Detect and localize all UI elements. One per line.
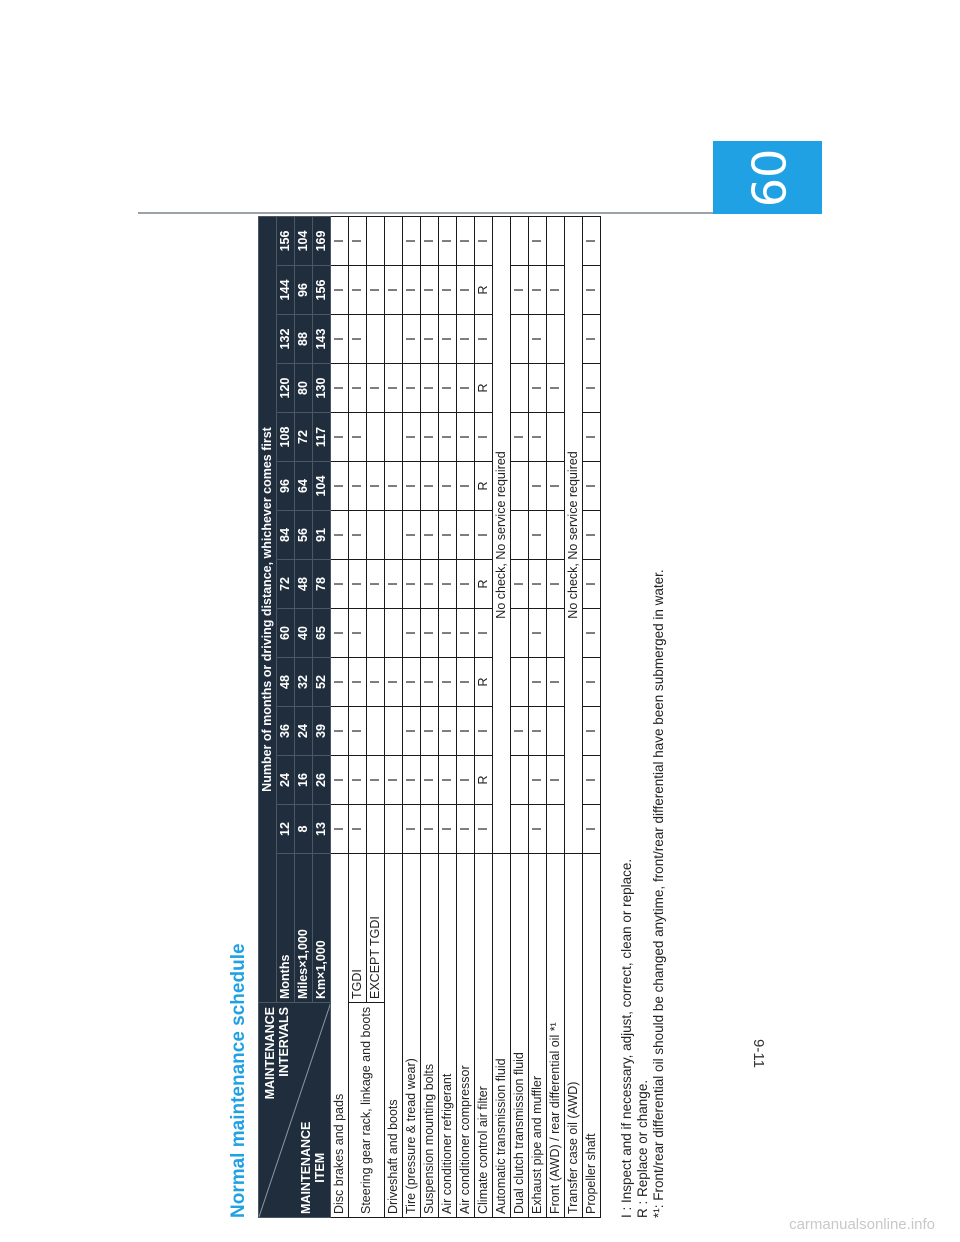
- service-cell: I: [331, 216, 349, 265]
- service-cell: I: [421, 266, 439, 315]
- months-value: 84: [277, 511, 295, 560]
- legend: [619, 218, 667, 1218]
- service-cell: I: [529, 413, 547, 462]
- service-cell: I: [529, 658, 547, 707]
- table-row: [493, 216, 511, 1217]
- service-cell: I: [547, 462, 565, 511]
- service-cell: I: [439, 560, 457, 609]
- months-value: 60: [277, 609, 295, 658]
- table-row: [565, 216, 583, 1217]
- service-cell: I: [367, 266, 385, 315]
- service-cell: R: [475, 266, 493, 315]
- service-cell: I: [457, 707, 475, 756]
- service-cell: [385, 511, 403, 560]
- item-name: Driveshaft and boots: [385, 854, 403, 1218]
- service-cell: I: [367, 560, 385, 609]
- service-cell: I: [331, 805, 349, 854]
- table-row: [547, 216, 565, 1217]
- service-cell: I: [457, 364, 475, 413]
- service-cell: I: [529, 805, 547, 854]
- chapter-number: 09: [740, 148, 795, 207]
- months-value: 24: [277, 756, 295, 805]
- service-cell: I: [349, 609, 367, 658]
- km-value: 91: [313, 511, 331, 560]
- service-cell: I: [457, 609, 475, 658]
- legend-line: *¹: Front/rear differential oil should be changed anytime, front/rear differential have been submerged in water.: [651, 569, 666, 1218]
- months-label: Months: [277, 854, 295, 1003]
- service-cell: [385, 707, 403, 756]
- service-cell: I: [529, 511, 547, 560]
- service-cell: I: [439, 216, 457, 265]
- service-cell: I: [403, 216, 421, 265]
- months-value: 36: [277, 707, 295, 756]
- service-cell: I: [403, 560, 421, 609]
- legend-line: I : Inspect and if necessary, adjust, correct, clean or replace.: [619, 858, 634, 1218]
- service-cell: [367, 315, 385, 364]
- service-cell: I: [547, 266, 565, 315]
- item-name: Front (AWD) / rear differential oil *¹: [547, 854, 565, 1218]
- service-cell: I: [403, 707, 421, 756]
- service-cell: I: [331, 658, 349, 707]
- service-cell: [511, 364, 529, 413]
- miles-value: 88: [295, 315, 313, 364]
- service-cell: I: [529, 756, 547, 805]
- service-cell: I: [529, 609, 547, 658]
- km-value: 26: [313, 756, 331, 805]
- months-value: 96: [277, 462, 295, 511]
- watermark: carmanualsonline.info: [789, 1216, 935, 1233]
- service-cell: I: [403, 756, 421, 805]
- service-cell: [511, 462, 529, 511]
- service-cell: I: [439, 462, 457, 511]
- service-cell: [385, 805, 403, 854]
- item-name: Air conditioner compressor: [457, 854, 475, 1218]
- service-cell: I: [439, 805, 457, 854]
- table-row: [385, 216, 403, 1217]
- service-cell: R: [475, 462, 493, 511]
- service-cell: I: [529, 462, 547, 511]
- service-cell: I: [349, 756, 367, 805]
- item-name: Dual clutch transmission fluid: [511, 854, 529, 1218]
- service-cell: I: [385, 266, 403, 315]
- service-cell: I: [511, 707, 529, 756]
- service-cell: I: [547, 756, 565, 805]
- service-cell: I: [457, 756, 475, 805]
- header-rule: [138, 212, 713, 214]
- service-cell: I: [475, 216, 493, 265]
- service-cell: I: [349, 413, 367, 462]
- service-cell: [511, 756, 529, 805]
- service-cell: I: [583, 756, 601, 805]
- service-cell: I: [583, 805, 601, 854]
- service-cell: R: [475, 756, 493, 805]
- item-name: Automatic transmission fluid: [493, 854, 511, 1218]
- service-cell: [367, 707, 385, 756]
- service-cell: I: [583, 511, 601, 560]
- service-cell: I: [331, 511, 349, 560]
- item-name: Disc brakes and pads: [331, 854, 349, 1218]
- months-value: 72: [277, 560, 295, 609]
- service-cell: I: [403, 315, 421, 364]
- service-cell: I: [403, 658, 421, 707]
- service-cell: I: [583, 216, 601, 265]
- service-cell: I: [349, 658, 367, 707]
- service-cell: I: [349, 707, 367, 756]
- service-cell: I: [331, 609, 349, 658]
- item-name: Steering gear rack, linkage and boots: [349, 1003, 385, 1218]
- service-cell: I: [583, 707, 601, 756]
- table-row: [439, 216, 457, 1217]
- chapter-tab: [713, 141, 822, 214]
- service-cell: R: [475, 364, 493, 413]
- service-cell: [547, 609, 565, 658]
- service-cell: I: [367, 756, 385, 805]
- service-cell: [547, 315, 565, 364]
- header-corner: [259, 1003, 331, 1218]
- miles-value: 104: [295, 216, 313, 265]
- item-name: Propeller shaft: [583, 854, 601, 1218]
- service-cell: I: [475, 707, 493, 756]
- service-cell: I: [331, 756, 349, 805]
- service-cell: I: [529, 216, 547, 265]
- miles-value: 48: [295, 560, 313, 609]
- service-cell: I: [475, 315, 493, 364]
- km-value: 156: [313, 266, 331, 315]
- service-cell: I: [385, 364, 403, 413]
- service-cell: I: [403, 805, 421, 854]
- service-cell: I: [439, 658, 457, 707]
- service-cell: I: [331, 560, 349, 609]
- interval-caption: Number of months or driving distance, whichever comes first: [259, 216, 277, 1002]
- service-cell: I: [457, 511, 475, 560]
- miles-value: 72: [295, 413, 313, 462]
- table-row: [511, 216, 529, 1217]
- km-value: 143: [313, 315, 331, 364]
- km-value: 78: [313, 560, 331, 609]
- service-cell: I: [583, 364, 601, 413]
- service-cell: I: [403, 511, 421, 560]
- service-cell: I: [511, 560, 529, 609]
- service-cell: I: [331, 266, 349, 315]
- service-cell: I: [439, 315, 457, 364]
- item-name: Transfer case oil (AWD): [565, 854, 583, 1218]
- service-cell: I: [349, 266, 367, 315]
- service-cell: I: [475, 413, 493, 462]
- table-row: [583, 216, 601, 1217]
- service-cell: [385, 216, 403, 265]
- months-value: 120: [277, 364, 295, 413]
- service-cell: I: [457, 462, 475, 511]
- service-cell: [385, 315, 403, 364]
- page-number: 9-11: [749, 1038, 767, 1068]
- km-value: 104: [313, 462, 331, 511]
- table-row: [457, 216, 475, 1217]
- service-cell: I: [529, 707, 547, 756]
- service-cell: [367, 216, 385, 265]
- service-cell: [547, 805, 565, 854]
- corner-item-2: ITEM: [313, 1152, 327, 1183]
- service-cell: I: [403, 609, 421, 658]
- service-cell: I: [421, 805, 439, 854]
- km-value: 39: [313, 707, 331, 756]
- service-cell: I: [331, 315, 349, 364]
- service-cell: [547, 216, 565, 265]
- service-cell: I: [547, 560, 565, 609]
- service-cell: I: [529, 266, 547, 315]
- service-cell: I: [457, 266, 475, 315]
- service-cell: [547, 511, 565, 560]
- service-cell: I: [439, 707, 457, 756]
- service-cell: I: [421, 609, 439, 658]
- service-cell: I: [403, 364, 421, 413]
- service-cell: I: [457, 216, 475, 265]
- service-cell: I: [439, 266, 457, 315]
- table-row: [421, 216, 439, 1217]
- service-cell: [547, 413, 565, 462]
- corner-intervals-1: MAINTENANCE: [263, 1007, 277, 1100]
- service-cell: [547, 707, 565, 756]
- service-cell: I: [349, 805, 367, 854]
- corner-intervals-2: INTERVALS: [277, 1007, 291, 1077]
- service-cell: I: [475, 511, 493, 560]
- table-row: [529, 216, 547, 1217]
- service-cell: I: [403, 462, 421, 511]
- service-cell: I: [331, 462, 349, 511]
- service-cell: I: [367, 658, 385, 707]
- months-value: 132: [277, 315, 295, 364]
- service-cell: [385, 609, 403, 658]
- service-cell: [511, 216, 529, 265]
- item-name: Air conditioner refrigerant: [439, 854, 457, 1218]
- service-cell: R: [475, 560, 493, 609]
- miles-value: 56: [295, 511, 313, 560]
- service-cell: I: [367, 462, 385, 511]
- service-cell: I: [421, 560, 439, 609]
- service-cell: I: [583, 413, 601, 462]
- miles-label: Miles×1,000: [295, 854, 313, 1003]
- service-cell: I: [457, 658, 475, 707]
- service-cell: I: [583, 609, 601, 658]
- service-cell: I: [421, 364, 439, 413]
- km-value: 52: [313, 658, 331, 707]
- service-cell: I: [457, 413, 475, 462]
- rotated-content: [224, 218, 666, 1218]
- service-cell: [367, 413, 385, 462]
- service-cell: I: [349, 462, 367, 511]
- table-row: [349, 216, 367, 1217]
- miles-value: 40: [295, 609, 313, 658]
- table-row: [331, 216, 349, 1217]
- item-name: Tire (pressure & tread wear): [403, 854, 421, 1218]
- service-cell: R: [475, 658, 493, 707]
- service-cell: I: [385, 560, 403, 609]
- service-cell: [511, 315, 529, 364]
- service-cell: I: [385, 462, 403, 511]
- miles-value: 16: [295, 756, 313, 805]
- service-cell: I: [457, 560, 475, 609]
- service-cell: I: [403, 266, 421, 315]
- service-cell: I: [421, 707, 439, 756]
- service-cell: I: [583, 560, 601, 609]
- service-cell: I: [529, 315, 547, 364]
- service-cell: I: [385, 658, 403, 707]
- service-cell: I: [385, 756, 403, 805]
- service-cell: I: [547, 658, 565, 707]
- service-cell: I: [331, 707, 349, 756]
- service-cell: I: [439, 364, 457, 413]
- service-cell: I: [583, 462, 601, 511]
- km-value: 130: [313, 364, 331, 413]
- months-value: 48: [277, 658, 295, 707]
- service-cell: I: [457, 805, 475, 854]
- service-cell: I: [349, 216, 367, 265]
- km-value: 117: [313, 413, 331, 462]
- service-cell: I: [475, 805, 493, 854]
- service-cell: I: [421, 756, 439, 805]
- service-cell: I: [421, 658, 439, 707]
- section-title: Normal maintenance schedule: [228, 943, 249, 1218]
- miles-value: 64: [295, 462, 313, 511]
- service-cell: I: [583, 658, 601, 707]
- item-name: Exhaust pipe and muffler: [529, 854, 547, 1218]
- service-cell: I: [349, 511, 367, 560]
- service-cell: I: [421, 315, 439, 364]
- service-cell: I: [331, 364, 349, 413]
- service-cell: I: [511, 413, 529, 462]
- service-cell: I: [529, 560, 547, 609]
- service-cell: I: [457, 315, 475, 364]
- service-cell: I: [421, 413, 439, 462]
- service-cell: I: [439, 756, 457, 805]
- service-cell: I: [583, 266, 601, 315]
- service-cell: I: [421, 216, 439, 265]
- service-cell: I: [331, 413, 349, 462]
- service-cell: I: [349, 315, 367, 364]
- km-label: Km×1,000: [313, 854, 331, 1003]
- corner-item-1: MAINTENANCE: [299, 1121, 313, 1214]
- item-name: Suspension mounting bolts: [421, 854, 439, 1218]
- service-cell: I: [367, 364, 385, 413]
- service-cell: I: [439, 609, 457, 658]
- miles-value: 80: [295, 364, 313, 413]
- service-cell: [511, 805, 529, 854]
- service-cell: I: [529, 364, 547, 413]
- km-value: 169: [313, 216, 331, 265]
- header-row-months: [259, 216, 277, 1217]
- item-variant: EXCEPT TGDI: [367, 854, 385, 1003]
- months-value: 12: [277, 805, 295, 854]
- miles-value: 32: [295, 658, 313, 707]
- months-value: 156: [277, 216, 295, 265]
- legend-line: R : Replace or change.: [635, 1079, 650, 1218]
- service-cell: [511, 511, 529, 560]
- service-cell: I: [403, 413, 421, 462]
- service-cell: [385, 413, 403, 462]
- table-row: [403, 216, 421, 1217]
- service-cell: I: [547, 364, 565, 413]
- service-cell: I: [511, 266, 529, 315]
- service-cell: I: [439, 511, 457, 560]
- service-cell: I: [583, 315, 601, 364]
- months-value: 108: [277, 413, 295, 462]
- item-name: Climate control air filter: [475, 854, 493, 1218]
- service-cell: I: [421, 462, 439, 511]
- table-row: [475, 216, 493, 1217]
- miles-value: 24: [295, 707, 313, 756]
- service-cell: I: [475, 609, 493, 658]
- item-variant: TGDI: [349, 854, 367, 1003]
- service-cell: [367, 511, 385, 560]
- maintenance-table: [258, 216, 601, 1218]
- service-cell: I: [349, 364, 367, 413]
- km-value: 13: [313, 805, 331, 854]
- service-note: No check, No service required: [565, 216, 583, 853]
- service-cell: I: [421, 511, 439, 560]
- service-cell: [367, 609, 385, 658]
- page-number-box: [738, 1038, 778, 1068]
- service-cell: I: [349, 560, 367, 609]
- service-cell: [511, 658, 529, 707]
- service-cell: [511, 609, 529, 658]
- service-cell: [367, 805, 385, 854]
- miles-value: 96: [295, 266, 313, 315]
- km-value: 65: [313, 609, 331, 658]
- miles-value: 8: [295, 805, 313, 854]
- service-cell: I: [439, 413, 457, 462]
- months-value: 144: [277, 266, 295, 315]
- service-note: No check, No service required: [493, 216, 511, 853]
